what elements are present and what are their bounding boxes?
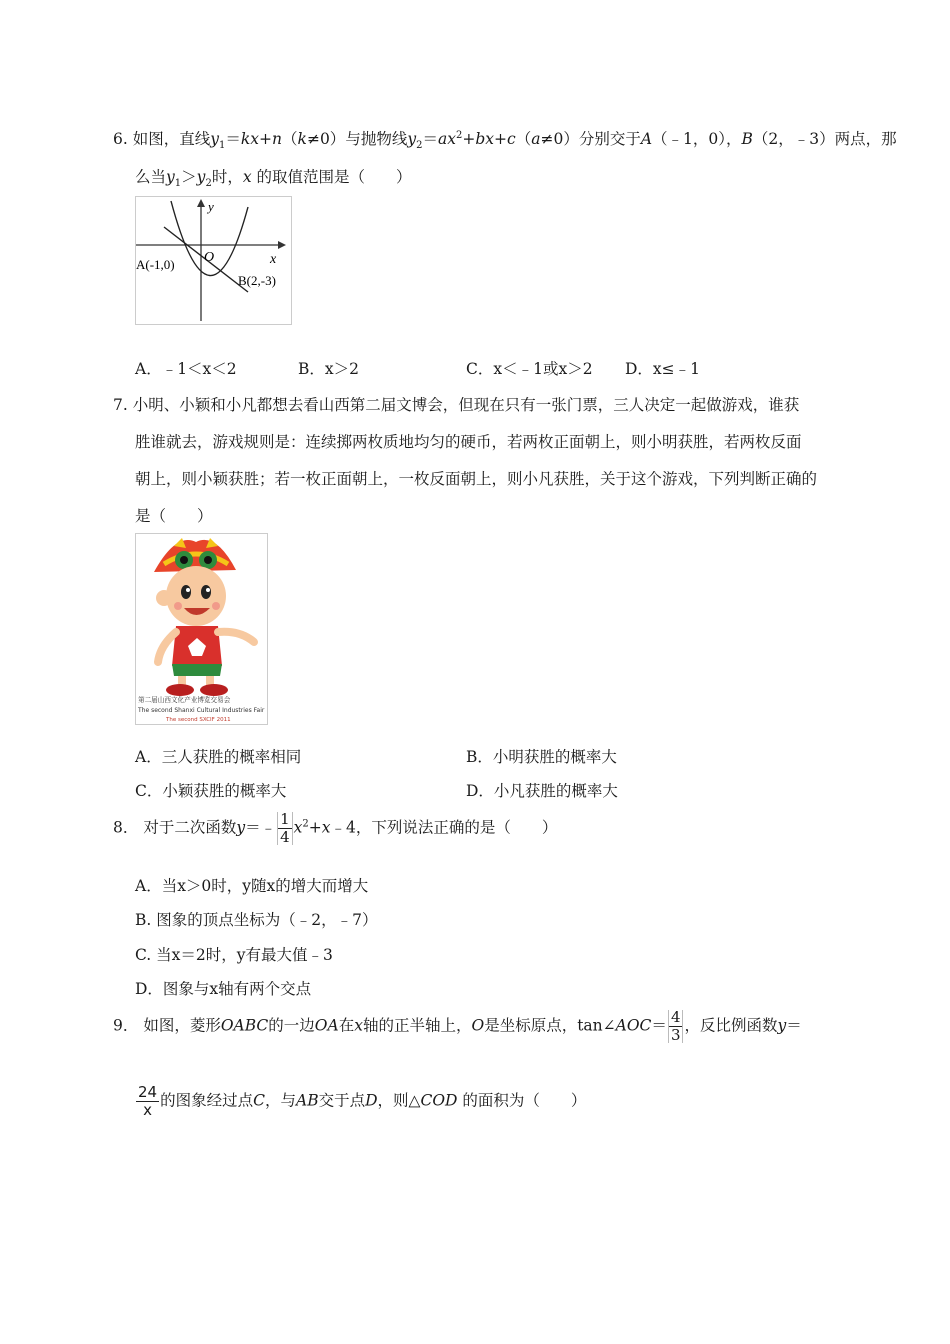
- mascot-caption-cn: 第二届山西文化产业博览交易会: [138, 696, 231, 704]
- mascot-caption-small: The second SXCIF 2011: [166, 717, 231, 723]
- q9-k-fraction: $\frac{24}{x}$: [138, 1083, 158, 1119]
- q7-option-d[interactable]: D．小凡获胜的概率大: [466, 782, 618, 800]
- q7-option-b[interactable]: B．小明获胜的概率大: [466, 748, 617, 766]
- q6-option-c[interactable]: C．x＜﹣1或x＞2: [466, 360, 593, 378]
- q7-number: 7.: [113, 396, 128, 414]
- q8-option-d[interactable]: D．图象与x轴有两个交点: [135, 980, 312, 998]
- q6-line2: 么当$y_1>y_2$时，x 的取值范围是（ ）: [135, 168, 412, 190]
- q6-option-b[interactable]: B．x＞2: [298, 360, 359, 378]
- q8-option-b[interactable]: B. 图象的顶点坐标为（﹣2，﹣7）: [135, 911, 378, 929]
- mascot-caption-en: The second Shanxi Cultural Industries Fair: [138, 707, 265, 714]
- x-axis-label: x: [270, 252, 277, 267]
- q8-option-a[interactable]: A．当x＞0时，y随x的增大而增大: [135, 877, 369, 895]
- q6-option-d[interactable]: D．x≤﹣1: [625, 360, 701, 378]
- q6-line1: 6. 如图，直线$y_1=kx+n(k\ne 0)$与抛物线$y_2=ax^2+bx+c(a\ne 0)$分别交于A（﹣1，0），B（2，﹣3）两点，那: [113, 129, 897, 152]
- q8-fraction: $\frac{1}{4}$: [277, 812, 293, 845]
- q9-tan-fraction: $\frac{4}{3}$: [668, 1010, 684, 1043]
- origin-label: O: [204, 250, 215, 265]
- q6-number: 6.: [113, 130, 128, 148]
- x-axis-arrow: [278, 241, 286, 249]
- q8-number: 8．: [113, 818, 139, 837]
- q9-line2: $\frac{24}{x}$ 的图象经过点C，与AB交于点D，则△COD 的面积为（ ）: [138, 1083, 587, 1119]
- q7-line1: 7. 小明、小颖和小凡都想去看山西第二届文博会，但现在只有一张门票，三人决定一起做游戏，谁获: [113, 396, 800, 414]
- q6-option-a[interactable]: A．﹣1＜x＜2: [135, 360, 237, 378]
- point-a-label: A(-1,0): [136, 257, 175, 272]
- q7-line3: 朝上，则小颖获胜；若一枚正面朝上，一枚反面朝上，则小凡获胜，关于这个游戏，下列判断正确的: [135, 470, 818, 488]
- mascot-illustration: [136, 534, 267, 724]
- q6-graph-svg: [136, 197, 291, 324]
- face-shape: [166, 566, 226, 626]
- q8-stem: 8． 对于二次函数y＝﹣ $\frac{1}{4}$ $x^2+x﹣4$，下列说法正确的是（ ）: [113, 810, 558, 846]
- q7-option-c[interactable]: C．小颖获胜的概率大: [135, 782, 287, 800]
- y-axis-label: y: [208, 199, 214, 214]
- y-axis-arrow: [197, 199, 205, 207]
- q9-line1: 9． 如图，菱形OABC的一边OA在x轴的正半轴上，O是坐标原点，tan∠AOC＝ $\frac{4}{3}$ ，反比例函数y＝: [113, 1008, 802, 1044]
- q6-graph: [135, 196, 292, 325]
- mascot-image: [135, 533, 268, 725]
- q7-line4: 是（ ）: [135, 507, 213, 525]
- point-b-label: B(2,-3): [238, 273, 276, 288]
- q8-option-c[interactable]: C. 当x＝2时，y有最大值﹣3: [135, 946, 333, 964]
- q7-line2: 胜谁就去，游戏规则是：连续掷两枚质地均匀的硬币，若两枚正面朝上，则小明获胜，若两枚反面: [135, 433, 802, 451]
- q7-option-a[interactable]: A．三人获胜的概率相同: [135, 748, 302, 766]
- q9-number: 9．: [113, 1016, 139, 1035]
